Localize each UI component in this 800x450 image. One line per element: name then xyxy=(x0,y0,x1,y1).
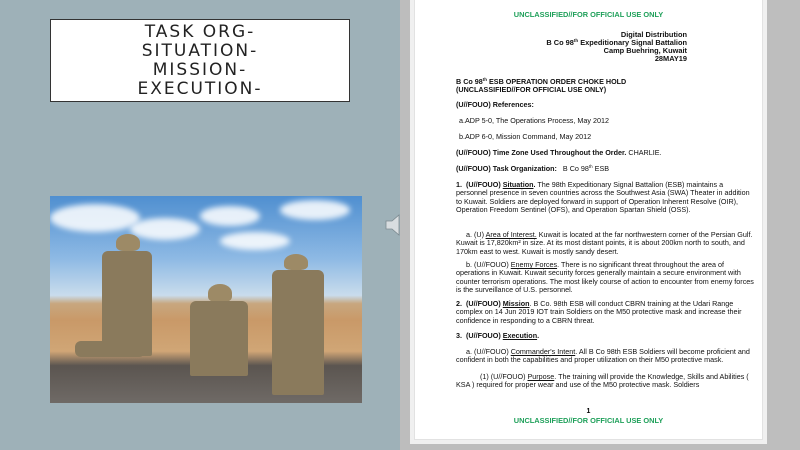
slide-title-line: MISSION- xyxy=(152,59,248,80)
intent-text: . All B Co 98th ESB Soldiers will become proficient and confident in both the capabilities and proper utilization on their M50 protective mask. xyxy=(456,347,750,365)
execution-trail: . xyxy=(537,331,540,340)
time-zone-label: (U//FOUO) Time Zone Used Throughout the Order. xyxy=(456,148,627,157)
header-date: 28MAY19 xyxy=(654,54,687,63)
slide-title-line: EXECUTION- xyxy=(137,78,263,99)
purpose-text: . The training will provide the Knowledge, Skills and Abilities ( KSA ) required for proper wear and use of the M50 protective mask. Soldiers xyxy=(456,372,749,390)
header-unit: B Co 98th Expeditionary Signal Battalion xyxy=(546,38,687,47)
situation-num: 1. xyxy=(456,180,462,189)
situation-paragraph: 1. (U//FOUO) Situation. The 98th Expeditionary Signal Battalion (ESB) maintains a personnel presence in seven countries across the Southwest Asia (SWA) Theater in addition to Kuwait. Soldiers are deployed forward in support of Operation Inherent Resolve (OIR), Operation Freedom Sentinel (OFS), and Operation Spartan Shield (OSS). xyxy=(456,180,750,214)
order-classification: (UNCLASSIFIED//FOR OFFICIAL USE ONLY) xyxy=(456,85,607,94)
slide-title-box xyxy=(50,19,350,102)
task-org-value: B Co 98th ESB xyxy=(562,164,610,173)
slide-title-line: TASK ORG- xyxy=(144,21,256,42)
references-label: (U//FOUO) References: xyxy=(456,100,534,109)
situation-marking: (U//FOUO) xyxy=(466,180,501,189)
execution-marking: (U//FOUO) xyxy=(466,331,501,340)
header-distribution: Digital Distribution xyxy=(620,30,687,39)
situation-text: The 98th Expeditionary Signal Battalion (ESB) maintains a personnel presence in seven countries across the Southwest Asia (SWA) Theater in addition to Kuwait. Soldiers are deployed forward in support of Operation Inherent Resolve (OIR), Operation Freedom Sentinel (OFS), and Operation Spartan Shield (OSS). xyxy=(456,180,750,214)
slide-title-line: SITUATION- xyxy=(141,40,259,61)
mission-text: . B Co. 98th ESB will conduct CBRN training at the Udari Range complex on 14 Jun 2019 IOT train Soldiers on the M50 protective mask and increase their confidence in responding to a CBRN threat. xyxy=(456,299,742,325)
order-title: B Co 98th ESB OPERATION ORDER CHOKE HOLD xyxy=(456,77,627,86)
enemy-text: . There is no significant threat throughout the area of operations in Kuwait. Kuwait security forces generally maintain a secure environment with counter terrorism operations. The most likely course of action to encounter from enemy forces is the surveillance of U.S. personnel. xyxy=(456,260,754,294)
commanders-intent-paragraph xyxy=(456,348,756,365)
reference-item: a.ADP 5-0, The Operations Process, May 2012 xyxy=(459,116,609,125)
aoi-text: Kuwait is located at the far northwestern corner of the Persian Gulf. Kuwait is 17,820km² in size. At its most distant points, it is about 200km north to south, and 170km east to west. Kuwait is mostly sandy desert. xyxy=(456,230,753,256)
reference-item: b.ADP 6-0, Mission Command, May 2012 xyxy=(459,132,592,141)
purpose-paragraph xyxy=(456,373,756,390)
mission-marking: (U//FOUO) xyxy=(466,299,501,308)
mission-heading: Mission xyxy=(502,299,530,308)
aoi-prefix: a. (U) xyxy=(466,230,484,239)
enemy-heading: Enemy Forces xyxy=(510,260,558,269)
time-zone-value: CHARLIE. xyxy=(628,148,662,157)
classification-banner-bottom: UNCLASSIFIED//FOR OFFICIAL USE ONLY xyxy=(513,416,664,425)
execution-num: 3. xyxy=(456,331,462,340)
viewer-background xyxy=(770,0,800,450)
execution-heading-line xyxy=(456,332,756,340)
page-number: 1 xyxy=(586,408,591,415)
soldiers-photo xyxy=(50,196,362,403)
execution-heading: Execution xyxy=(502,331,538,340)
area-of-interest-paragraph xyxy=(456,231,756,256)
enemy-prefix: b. (U//FOUO) xyxy=(466,260,509,269)
task-org-line xyxy=(456,165,756,173)
intent-heading: Commander's Intent xyxy=(510,347,576,356)
time-zone-line xyxy=(456,149,756,157)
viewer-gutter xyxy=(400,0,410,450)
situation-heading: Situation xyxy=(502,180,534,189)
mission-num: 2. xyxy=(456,299,462,308)
purpose-heading: Purpose xyxy=(527,372,555,381)
mission-paragraph xyxy=(456,300,756,325)
header-location: Camp Buehring, Kuwait xyxy=(603,46,687,55)
intent-prefix: a. (U//FOUO) xyxy=(466,347,509,356)
enemy-forces-paragraph xyxy=(456,261,756,294)
purpose-prefix: (1) (U//FOUO) xyxy=(479,372,526,381)
task-org-label: (U//FOUO) Task Organization: xyxy=(456,164,557,173)
aoi-heading: Area of Interest. xyxy=(485,230,537,239)
classification-banner-top: UNCLASSIFIED//FOR OFFICIAL USE ONLY xyxy=(513,10,664,19)
